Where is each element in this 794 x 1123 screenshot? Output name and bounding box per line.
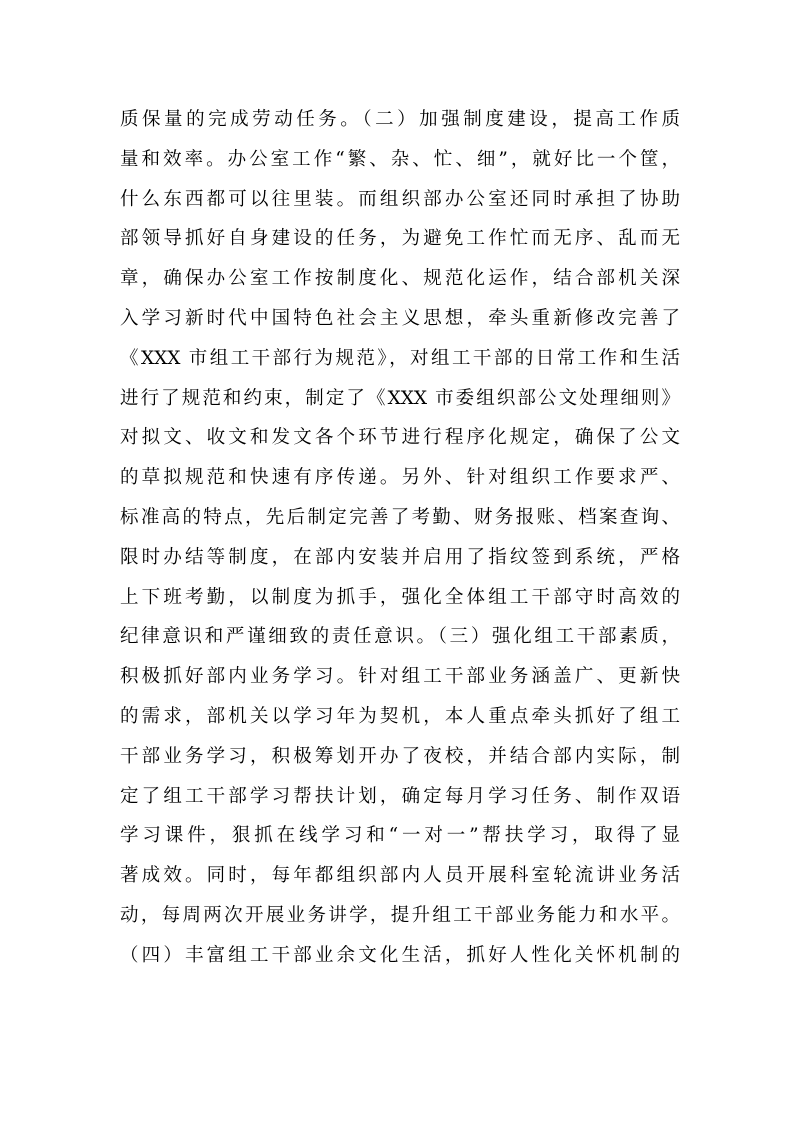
text-line: 纪律意识和严谨细致的责任意识。（三）强化组工干部素质， (120, 626, 680, 648)
text-line: 学习课件，狠抓在线学习和“一对一”帮扶学习，取得了显 (120, 825, 680, 847)
text-line: 质保量的完成劳动任务。（二）加强制度建设，提高工作质 (120, 109, 680, 130)
text-line: 著成效。同时，每年都组织部内人员开展科室轮流讲业务活 (120, 865, 680, 887)
text-line: （四）丰富组工干部业余文化生活，抓好人性化关怀机制的 (120, 944, 680, 966)
text-line: 上下班考勤，以制度为抓手，强化全体组工干部守时高效的 (120, 586, 680, 608)
text-line: 进行了规范和约束，制定了《XXX 市委组织部公文处理细则》 (120, 387, 680, 409)
text-line: 对拟文、收文和发文各个环节进行程序化规定，确保了公文 (120, 427, 680, 449)
body-text (120, 100, 680, 976)
text-line: 什么东西都可以往里装。而组织部办公室还同时承担了协助 (120, 188, 680, 210)
text-line: 的草拟规范和快速有序传递。另外、针对组织工作要求严、 (120, 467, 680, 489)
text-line: 限时办结等制度，在部内安装并启用了指纹签到系统，严格 (120, 546, 680, 568)
text-line: 的需求，部机关以学习年为契机，本人重点牵头抓好了组工 (120, 705, 680, 727)
text-line: 定了组工干部学习帮扶计划，确定每月学习任务、制作双语 (120, 785, 680, 807)
text-line: 部领导抓好自身建设的任务，为避免工作忙而无序、乱而无 (120, 228, 680, 250)
text-line: 入学习新时代中国特色社会主义思想，牵头重新修改完善了 (120, 307, 680, 329)
text-line: 章，确保办公室工作按制度化、规范化运作，结合部机关深 (120, 268, 680, 290)
text-line: 干部业务学习，积极筹划开办了夜校，并结合部内实际，制 (120, 745, 680, 767)
text-line: 动，每周两次开展业务讲学，提升组工干部业务能力和水平。 (120, 904, 680, 926)
text-line: 标准高的特点，先后制定完善了考勤、财务报账、档案查询、 (120, 506, 680, 528)
text-line: 积极抓好部内业务学习。针对组工干部业务涵盖广、更新快 (120, 666, 680, 688)
text-line: 《XXX 市组工干部行为规范》，对组工干部的日常工作和生活 (120, 347, 680, 369)
text-line: 量和效率。办公室工作“繁、杂、忙、细”，就好比一个筐， (120, 148, 680, 170)
